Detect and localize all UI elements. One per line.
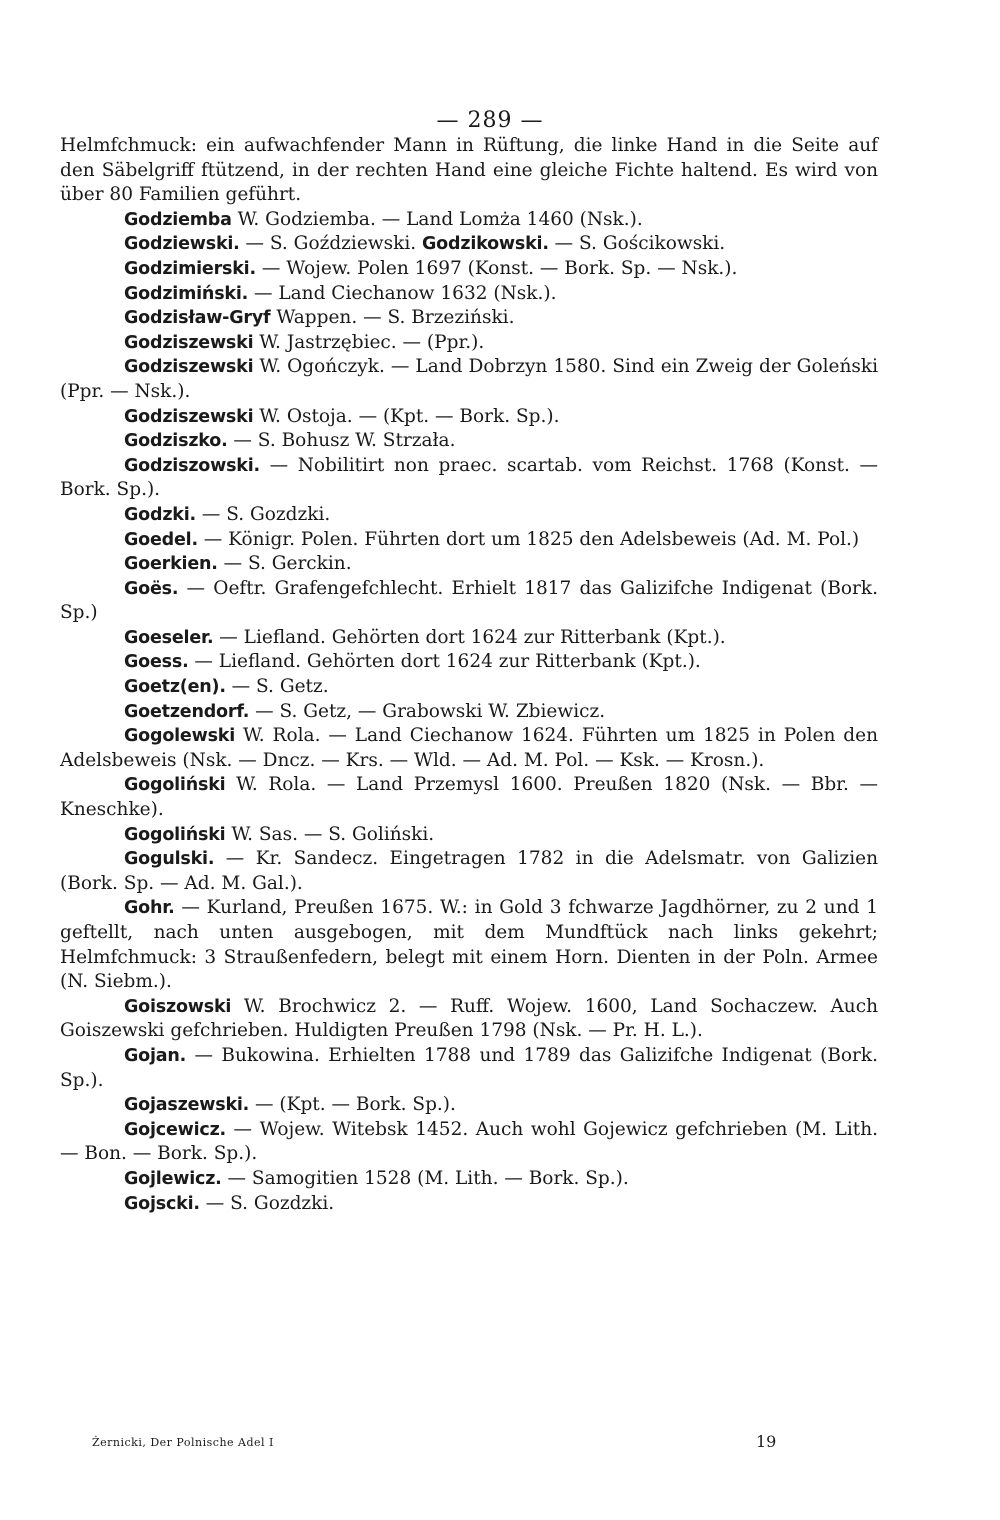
entry (60, 675, 878, 700)
entry (60, 700, 878, 725)
entry-name: Goetzendorf. (124, 701, 250, 722)
entry-name: Gogolewski (124, 726, 236, 747)
page-number: — 289 — (436, 108, 544, 133)
entry (60, 232, 878, 257)
entry-name: Godziewski. (124, 234, 240, 255)
entry-name: Goetz(en). (124, 677, 226, 698)
entry (60, 1192, 878, 1217)
entry (60, 995, 878, 1044)
entry-name: Goerkien. (124, 554, 218, 575)
entry-text: — S. Getz, — Grabowski W. Zbiewicz. (249, 700, 606, 722)
entry-text: W. Jastrzębiec. — (Ppr.). (253, 331, 485, 353)
entry-name: Gojscki. (124, 1193, 200, 1214)
entry-name: Gojlewicz. (124, 1168, 222, 1189)
entry (60, 454, 878, 503)
entry-name: Godziszewski (124, 332, 254, 353)
entry (60, 331, 878, 356)
entry-text: W. Rola. — Land Ciechanow 1624. Führten um 1825 in Polen den Adelsbeweis (Nsk. — Dncz. — Krs. — Wld. — Ad. M. Pol. — Ksk. — Krosn.). (60, 725, 878, 771)
entry-text: — S. Getz. (225, 676, 329, 698)
entry-text: — S. Bohusz W. Strzała. (227, 430, 456, 452)
entry-text: W. Ogończyk. — Land Dobrzyn 1580. Sind ein Zweig der Goleński (Ppr. — Nsk.). (60, 356, 878, 402)
entry-text: Helmfchmuck: ein aufwachfender Mann in Rüftung, die linke Hand in die Seite auf den Säbelgriff ftützend, in der rechten Hand eine gleiche Fichte haltend. Es wird von über 80 Familien geführt. (60, 135, 878, 206)
entry-text-secondary: — S. Gościkowski. (548, 233, 726, 255)
entry-text: W. Sas. — S. Goliński. (225, 823, 435, 845)
entry-text: Wappen. — S. Brzeziński. (270, 307, 515, 329)
entry-text: W. Ostoja. — (Kpt. — Bork. Sp.). (253, 405, 560, 427)
entry-text: W. Rola. — Land Przemysl 1600. Preußen 1820 (Nsk. — Bbr. — Kneschke). (60, 774, 878, 821)
entry (60, 1167, 878, 1192)
entry-text: — Liefland. Gehörten dort 1624 zur Ritterbank (Kpt.). (213, 626, 726, 648)
entry (60, 1044, 878, 1093)
entry-text: — Liefland. Gehörten dort 1624 zur Ritterbank (Kpt.). (188, 651, 701, 673)
entry-text: — Kurland, Preußen 1675. W.: in Gold 3 fchwarze Jagdhörner, zu 2 und 1 geftellt, nach unten ausgebogen, mit dem Mundftück nach links gekehrt; Helmfchmuck: 3 Straußenfedern, belegt mit einem Horn. Dienten in der Poln. Armee (N. Siebm.). (60, 897, 878, 993)
entry (60, 1093, 878, 1118)
entry-name: Goeseler. (124, 627, 214, 648)
entry-text: — Land Ciechanow 1632 (Nsk.). (248, 282, 557, 304)
entry (60, 306, 878, 331)
entry-name: Gojan. (124, 1045, 187, 1066)
entry (60, 355, 878, 404)
entry-name: Godzimierski. (124, 258, 256, 279)
entry-name: Gogoliński (124, 824, 226, 845)
entry-name: Godziszko. (124, 431, 228, 452)
entry-name: Godziszowski. (124, 455, 260, 476)
entry-text: W. Godziemba. — Land Lomża 1460 (Nsk.). (231, 208, 643, 230)
dictionary-text (60, 134, 878, 1216)
entry (60, 1118, 878, 1167)
entry (60, 429, 878, 454)
entry-name: Godziszewski (124, 357, 254, 378)
entry-text: — S. Gozdzki. (199, 1192, 335, 1214)
footer-signature: Żernicki, Der Polnische Adel I (92, 1436, 274, 1449)
entry (60, 503, 878, 528)
entry-name: Gojaszewski. (124, 1095, 250, 1116)
entry-name: Gohr. (124, 898, 175, 919)
entry (60, 626, 878, 651)
entry (60, 405, 878, 430)
entry (60, 282, 878, 307)
entry-name: Godzki. (124, 504, 196, 525)
entry-text: — Nobilitirt non praec. scartab. vom Reichst. 1768 (Konst. — Bork. Sp.). (60, 454, 878, 501)
entry (60, 773, 878, 822)
entry-name: Goës. (124, 578, 179, 599)
entry-name: Godziszewski (124, 406, 254, 427)
entry-name: Godzisław-Gryf (124, 308, 271, 329)
entry (60, 896, 878, 994)
entry-text: W. Brochwicz 2. — Ruff. Wojew. 1600, Land Sochaczew. Auch Goiszewski gefchrieben. Huldigten Preußen 1798 (Nsk. — Pr. H. L.). (60, 995, 878, 1042)
entry-name: Gogulski. (124, 849, 215, 870)
entry (60, 847, 878, 896)
entry-name: Goiszowski (124, 996, 232, 1017)
entry-text: — S. Gerckin. (217, 553, 352, 575)
entry-name: Gogoliński (124, 775, 226, 796)
entry-name: Goedel. (124, 529, 198, 550)
entry-text: — S. Gozdzki. (195, 503, 331, 525)
entry-text: — (Kpt. — Bork. Sp.). (249, 1094, 456, 1116)
entry-text: — Bukowina. Erhielten 1788 und 1789 das Galizifche Indigenat (Bork. Sp.). (60, 1044, 878, 1091)
sheet-signature-number: 19 (756, 1432, 777, 1451)
entry (60, 577, 878, 626)
entry (60, 724, 878, 773)
entry-text: — S. Goździewski. (239, 233, 423, 255)
entry-name: Gojcewicz. (124, 1119, 227, 1140)
entry (60, 208, 878, 233)
entry-name-secondary: Godzikowski. (422, 234, 549, 255)
entry (60, 257, 878, 282)
entry (60, 528, 878, 553)
entry (60, 650, 878, 675)
entry-text: — Samogitien 1528 (M. Lith. — Bork. Sp.). (221, 1167, 629, 1189)
entry (60, 552, 878, 577)
entry-name: Goess. (124, 652, 189, 673)
entry-text: — Oeftr. Grafengefchlecht. Erhielt 1817 das Galizifche Indigenat (Bork. Sp.) (60, 577, 878, 624)
entry-name: Godzimiński. (124, 283, 249, 304)
entry-text: — Königr. Polen. Führten dort um 1825 den Adelsbeweis (Ad. M. Pol.) (197, 528, 860, 550)
entry-name: Godziemba (124, 209, 232, 230)
entry-text: — Wojew. Witebsk 1452. Auch wohl Gojewicz gefchrieben (M. Lith. — Bon. — Bork. Sp.). (60, 1118, 878, 1165)
entry-text: — Kr. Sandecz. Eingetragen 1782 in die Adelsmatr. von Galizien (Bork. Sp. — Ad. M. Gal.). (60, 848, 878, 894)
entry-text: — Wojew. Polen 1697 (Konst. — Bork. Sp. — Nsk.). (255, 257, 738, 279)
entry-continuation (60, 134, 878, 208)
entry (60, 823, 878, 848)
